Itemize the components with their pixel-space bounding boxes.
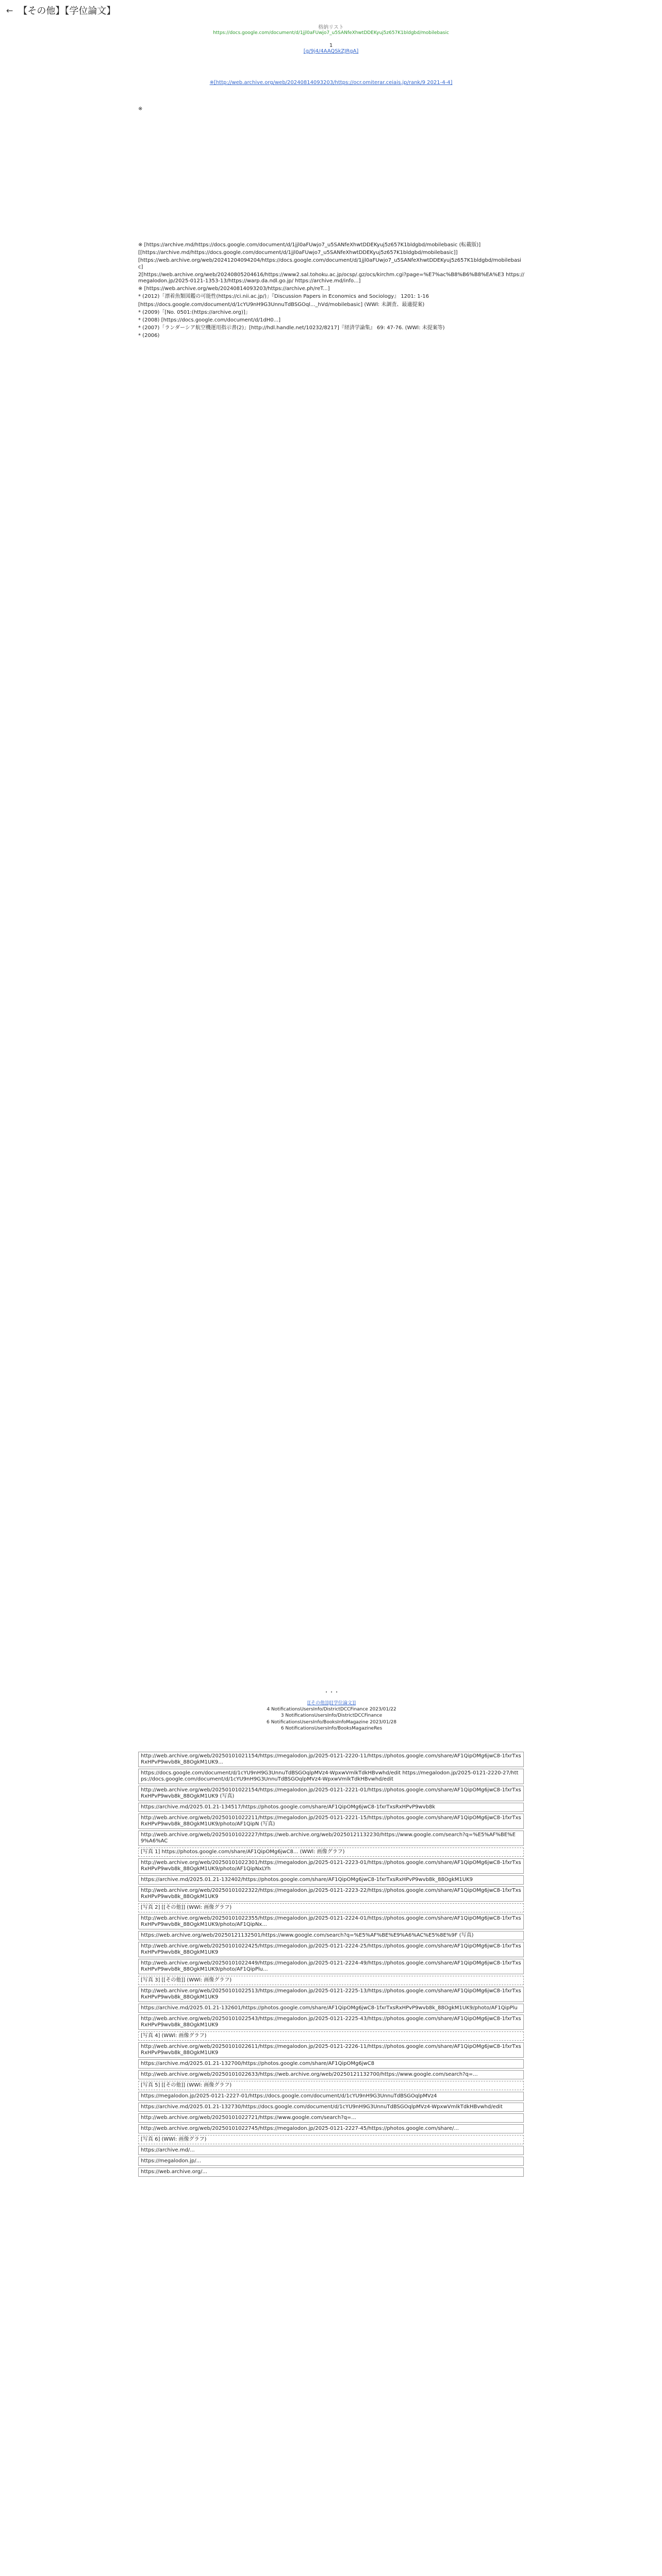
- paragraph: * (2007)「ランダーシア航空機運用指示書(2)」[http://hdl.handle.net/10232/8217]『経済学論集』 69: 47-76. (WWl: 未提案等): [138, 325, 445, 331]
- caption-line: 3 NotificationsUsersInfo/DistrictDCCFinance: [280, 1713, 383, 1719]
- box-entry: [写真 6] (WWl: 画像グラフ): [138, 2135, 524, 2144]
- paragraph: ※ [https://archive.md/https://docs.google.com/document/d/1jjl0aFUwjo7_u5SANfeXhwtDDEKyuj5z657K1bldgbd/mobilebasic (転載版)]: [138, 242, 481, 248]
- box-entry: [写真 3] [[その他]] (WWl: 画像グラフ): [138, 1976, 524, 1985]
- box-entry: http://web.archive.org/web/20250101021154/https://megalodon.jp/2025-0121-2220-11/https://photos.google.com/share/AF1QipOMg6jwC8-1fxrTxsRxHPvP9wvb8k_88OgkM1UK9...: [138, 1752, 524, 1767]
- caption-block: [138, 1700, 525, 1732]
- paragraph: [https://docs.google.com/document/d/1cYU9nH9G3UnnuTdBSGOql..._hVd/mobilebasic] (WWl: 未調査、最適提案): [138, 301, 425, 308]
- box-entry: http://web.archive.org/web/20250101022154/https://megalodon.jp/2025-0121-2221-01/https://photos.google.com/share/AF1QipOMg6jwC8-1fxrTxsRxHPvP9wvb8k_88OgkM1UK9 (写真): [138, 1786, 524, 1801]
- box-entry: https://archive.md/2025.01.21-132730/https://docs.google.com/document/d/1cYU9nH9G3UnnuTdBSGOqlpMVz4-WpxwVmlkTdkHBvwhd/edit: [138, 2103, 524, 2112]
- link-2[interactable]: [g/9j4/4AAQSkZJRgA]: [303, 48, 359, 54]
- box-entry: http://web.archive.org/web/20250101022721/https://www.google.com/search?q=...: [138, 2113, 524, 2123]
- box-entry: https://megalodon.jp/2025-0121-2227-01/https://docs.google.com/document/d/1cYU9nH9G3UnnuTdBSGOqlpMVz4: [138, 2092, 524, 2101]
- box-entry: http://web.archive.org/web/20250101022611/https://megalodon.jp/2025-0121-2226-11/https://photos.google.com/share/AF1QipOMg6jwC8-1fxrTxsRxHPvP9wvb8k_88OgkM1UK9: [138, 2042, 524, 2058]
- top-bar: [0, 0, 662, 21]
- box-entry: https://web.archive.org/...: [138, 2167, 524, 2177]
- box-entry: https://web.archive.org/web/20250121132501/https://www.google.com/search?q=%E5%AF%BE%E9%A6%AC%E5%8E%9F (写真): [138, 1931, 524, 1940]
- paragraph: * (2006): [138, 333, 160, 339]
- box-entry: http://web.archive.org/web/20250101022211/https://megalodon.jp/2025-0121-2221-15/https://photos.google.com/share/AF1QipOMg6jwC8-1fxrTxsRxHPvP9wvb8k_88OgkM1UK9/photo/AF1QipN (写真): [138, 1814, 524, 1829]
- back-arrow-icon[interactable]: ←: [6, 5, 13, 15]
- marker-text: ※: [138, 106, 143, 112]
- box-entry: https://archive.md/...: [138, 2146, 524, 2155]
- box-entry: https://archive.md/2025.01.21-132700/https://photos.google.com/share/AF1QipOMg6jwC8: [138, 2059, 524, 2069]
- box-entry: http://web.archive.org/web/20250101022425/https://megalodon.jp/2025-0121-2224-25/https://photos.google.com/share/AF1QipOMg6jwC8-1fxrTxsRxHPvP9wvb8k_88OgkM1UK9: [138, 1942, 524, 1957]
- content-section: [138, 242, 525, 341]
- paragraph: [https://web.archive.org/web/20241204094204/https://docs.google.com/document/d/1jjl0aFUwjo7_u5SANfeXhwtDDEKyuj5z657K1bldgbd/mobilebasic]: [138, 258, 521, 270]
- box-entry: [写真 1] https://photos.google.com/share/AF1QipOMg6jwC8... (WWl: 画像グラフ): [138, 1848, 524, 1857]
- caption-link[interactable]: [[その他]]|[[学位論文]]: [307, 1701, 356, 1706]
- box-entry: https://archive.md/2025.01.21-132402/https://photos.google.com/share/AF1QipOMg6jwC8-1fxrTxsRxHPvP9wvb8k_88OgkM1UK9: [138, 1875, 524, 1885]
- box-entry: http://web.archive.org/web/20250101022745/https://megalodon.jp/2025-0121-2227-45/https://photos.google.com/share/...: [138, 2124, 524, 2133]
- box-entry: [写真 5] [[その他]] (WWl: 画像グラフ): [138, 2081, 524, 2090]
- box-entry: http://web.archive.org/web/20250101022513/https://megalodon.jp/2025-0121-2225-13/https://photos.google.com/share/AF1QipOMg6jwC8-1fxrTxsRxHPvP9wvb8k_88OgkM1UK9: [138, 1987, 524, 2002]
- paragraph: * (2008) [https://docs.google.com/document/d/1dH0...]: [138, 317, 281, 324]
- box-entry: [写真 2] [[その他]] (WWl: 画像グラフ): [138, 1903, 524, 1912]
- middle-link[interactable]: ※[http://web.archive.org/web/20240814093203/https://ocr.omiterar.ceiais.jp/rank/9 2021-4-4]: [209, 80, 453, 86]
- box-entry: http://web.archive.org/web/20250101022227/https://web.archive.org/web/20250121132230/https://www.google.com/search?q=%E5%AF%BE%E9%A6%AC: [138, 1831, 524, 1846]
- paragraph: [[https://archive.md/https://docs.google.com/document/d/1jjl0aFUwjo7_u5SANfeXhwtDDEKyuj5z657K1bldgbd/mobilebasic]]: [138, 250, 458, 256]
- caption-line: 6 NotificationsUsersInfo/BooksMagazineRes: [280, 1725, 383, 1731]
- small-number: 1: [329, 43, 333, 48]
- box-entry: http://web.archive.org/web/20250101022633/https://web.archive.org/web/20250121132700/https://www.google.com/search?q=...: [138, 2070, 524, 2079]
- box-entry: http://web.archive.org/web/20250101022355/https://megalodon.jp/2025-0121-2224-01/https://photos.google.com/share/AF1QipOMg6jwC8-1fxrTxsRxHPvP9wvb8k_88OgkM1UK9/photo/AF1QipNx...: [138, 1914, 524, 1929]
- page-title: 【その他】【学位論文】: [18, 6, 116, 16]
- ellipsis: ・・・: [324, 1690, 339, 1696]
- paragraph: 2[https://web.archive.org/web/20240805204616/https://www2.sal.tohoku.ac.jp/ocsp/.gz/ocs/kirchm.cgi?page=%E7%ac%B8%B6%B8%EA%E3 https://megalodon.jp/2025-0121-1353-13/https://warp.da.ndl.go.jp/ https://archive.md/info...]: [138, 272, 524, 284]
- caption-line: 4 NotificationsUsersInfo/DistrictDCCFinance 2023/01/22: [267, 1707, 396, 1713]
- box-entry: https://archive.md/2025.01.21-134517/https://photos.google.com/share/AF1QipOMg6jwC8-1fxrTxsRxHPvP9wvb8k: [138, 1803, 524, 1812]
- caption-line: 6 NotificationsUsersInfo/BooksInfoMagazine 2023/01/28: [266, 1719, 396, 1725]
- paragraph: * (2009)「[No. 0501:(https://archive.org)]」: [138, 309, 251, 315]
- top-links: [0, 23, 662, 112]
- box-list: [138, 1752, 524, 2178]
- box-entry: http://web.archive.org/web/20250101022301/https://megalodon.jp/2025-0121-2223-01/https://photos.google.com/share/AF1QipOMg6jwC8-1fxrTxsRxHPvP9wvb8k_88OgkM1UK9/photo/AF1QipNxLYh: [138, 1858, 524, 1874]
- box-entry: http://web.archive.org/web/20250101022449/https://megalodon.jp/2025-0121-2224-49/https://photos.google.com/share/AF1QipOMg6jwC8-1fxrTxsRxHPvP9wvb8k_88OgkM1UK9/photo/AF1QipPlu...: [138, 1959, 524, 1974]
- box-entry: https://archive.md/2025.01.21-132601/https://photos.google.com/share/AF1QipOMg6jwC8-1fxrTxsRxHPvP9wvb8k_88OgkM1UK9/photo/AF1QipPlu: [138, 2004, 524, 2013]
- paragraph: * (2012)「漂着魚類図鑑の可能性(https://ci.nii.ac.jp/)」『Discussion Papers in Economics and Sociology』 1201: 1-16: [138, 294, 429, 300]
- hint-text: 格納リスト: [318, 25, 344, 30]
- box-entry: https://megalodon.jp/...: [138, 2157, 524, 2166]
- box-entry: [写真 4] (WWl: 画像グラフ): [138, 2031, 524, 2041]
- box-entry: http://web.archive.org/web/20250101022322/https://megalodon.jp/2025-0121-2223-22/https://photos.google.com/share/AF1QipOMg6jwC8-1fxrTxsRxHPvP9wvb8k_88OgkM1UK9: [138, 1886, 524, 1902]
- paragraph: ※ [https://web.archive.org/web/20240814093203/https://archive.ph/reT...]: [138, 286, 330, 292]
- box-entry: http://web.archive.org/web/20250101022543/https://megalodon.jp/2025-0121-2225-43/https://photos.google.com/share/AF1QipOMg6jwC8-1fxrTxsRxHPvP9wvb8k_88OgkM1UK9: [138, 2014, 524, 2030]
- box-entry: https://docs.google.com/document/d/1cYU9nH9G3UnnuTdBSGOqlpMVz4-WpxwVmlkTdkHBvwhd/edit https://megalodon.jp/2025-0121-2220-27/https://docs.google.com/document/d/1cYU9nH9G3UnnuTdBSGOqlpMVz4-WpxwVmlkTdkHBvwhd/edit: [138, 1769, 524, 1784]
- green-link[interactable]: https://docs.google.com/document/d/1jjl0aFUwjo7_u5SANfeXhwtDDEKyuj5z657K1bldgbd/mobilebasic: [213, 30, 449, 36]
